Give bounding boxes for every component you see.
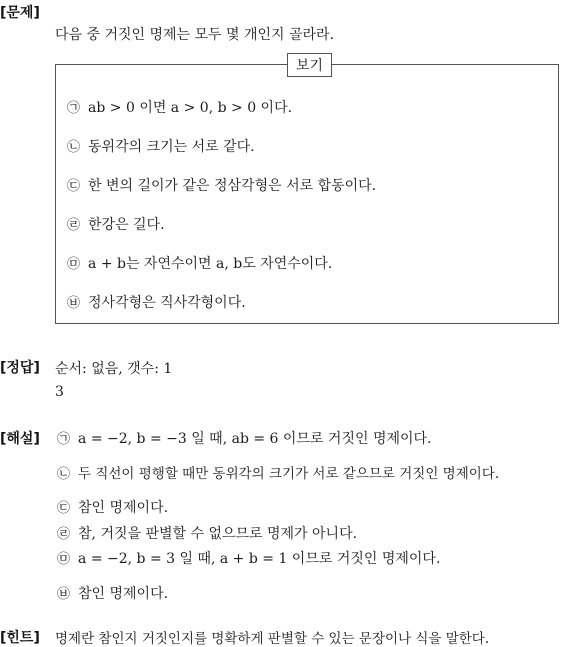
bogi-item	[67, 253, 332, 273]
explanation-marker: ㉤	[57, 552, 71, 567]
answer-tag: [정답]	[0, 360, 40, 376]
bogi-item	[67, 136, 255, 156]
explanation-item	[57, 523, 357, 543]
explanation-text: 참, 거짓을 판별할 수 없으므로 명제가 아니다.	[78, 526, 358, 542]
explanation-item	[57, 462, 499, 482]
question-tag: [문제]	[0, 5, 40, 21]
explanation-text: a = −2, b = 3 일 때, a + b = 1 이므로 거짓인 명제이다.	[78, 551, 441, 567]
explanation-item	[57, 548, 440, 568]
bogi-marker: ㉠	[67, 101, 81, 116]
bogi-item-text: a + b는 자연수이면 a, b도 자연수이다.	[88, 256, 333, 272]
explanation-marker: ㉥	[57, 587, 71, 602]
explanation-marker: ㉣	[57, 527, 71, 542]
answer-line: 순서: 없음, 갯수: 1	[55, 361, 173, 377]
explanation-text: 참인 명제이다.	[78, 586, 169, 602]
explanation-tag: [해설]	[0, 431, 40, 447]
explanation-item	[57, 497, 168, 517]
bogi-marker: ㉡	[67, 140, 81, 155]
bogi-item-text: 정사각형은 직사각형이다.	[88, 295, 246, 311]
bogi-item	[67, 175, 376, 195]
question-prompt: 다음 중 거짓인 명제는 모두 몇 개인지 골라라.	[55, 27, 335, 43]
bogi-marker: ㉤	[67, 257, 81, 272]
explanation-marker: ㉠	[57, 432, 71, 447]
bogi-item	[67, 97, 292, 117]
answer-number: 3	[55, 384, 64, 400]
bogi-label: 보기	[287, 53, 332, 77]
bogi-item-text: 동위각의 크기는 서로 같다.	[88, 139, 255, 155]
explanation-item	[57, 428, 432, 448]
explanation-text: a = −2, b = −3 일 때, ab = 6 이므로 거짓인 명제이다.	[78, 431, 432, 447]
bogi-item-text: ab > 0 이면 a > 0, b > 0 이다.	[88, 100, 293, 116]
hint-tag: [힌트]	[0, 630, 40, 646]
bogi-item-text: 한강은 길다.	[88, 217, 165, 233]
explanation-text: 참인 명제이다.	[78, 500, 169, 516]
explanation-item	[57, 583, 168, 603]
explanation-marker: ㉢	[57, 501, 71, 516]
bogi-marker: ㉣	[67, 218, 81, 233]
bogi-marker: ㉢	[67, 179, 81, 194]
hint-text: 명제란 참인지 거짓인지를 명확하게 판별할 수 있는 문장이나 식을 말한다.	[55, 631, 490, 647]
bogi-item	[67, 292, 246, 312]
bogi-item	[67, 214, 165, 234]
bogi-marker: ㉥	[67, 296, 81, 311]
explanation-marker: ㉡	[57, 467, 71, 482]
explanation-text: 두 직선이 평행할 때만 동위각의 크기가 서로 같으므로 거짓인 명제이다.	[78, 466, 500, 482]
bogi-item-text: 한 변의 길이가 같은 정삼각형은 서로 합동이다.	[88, 178, 377, 194]
